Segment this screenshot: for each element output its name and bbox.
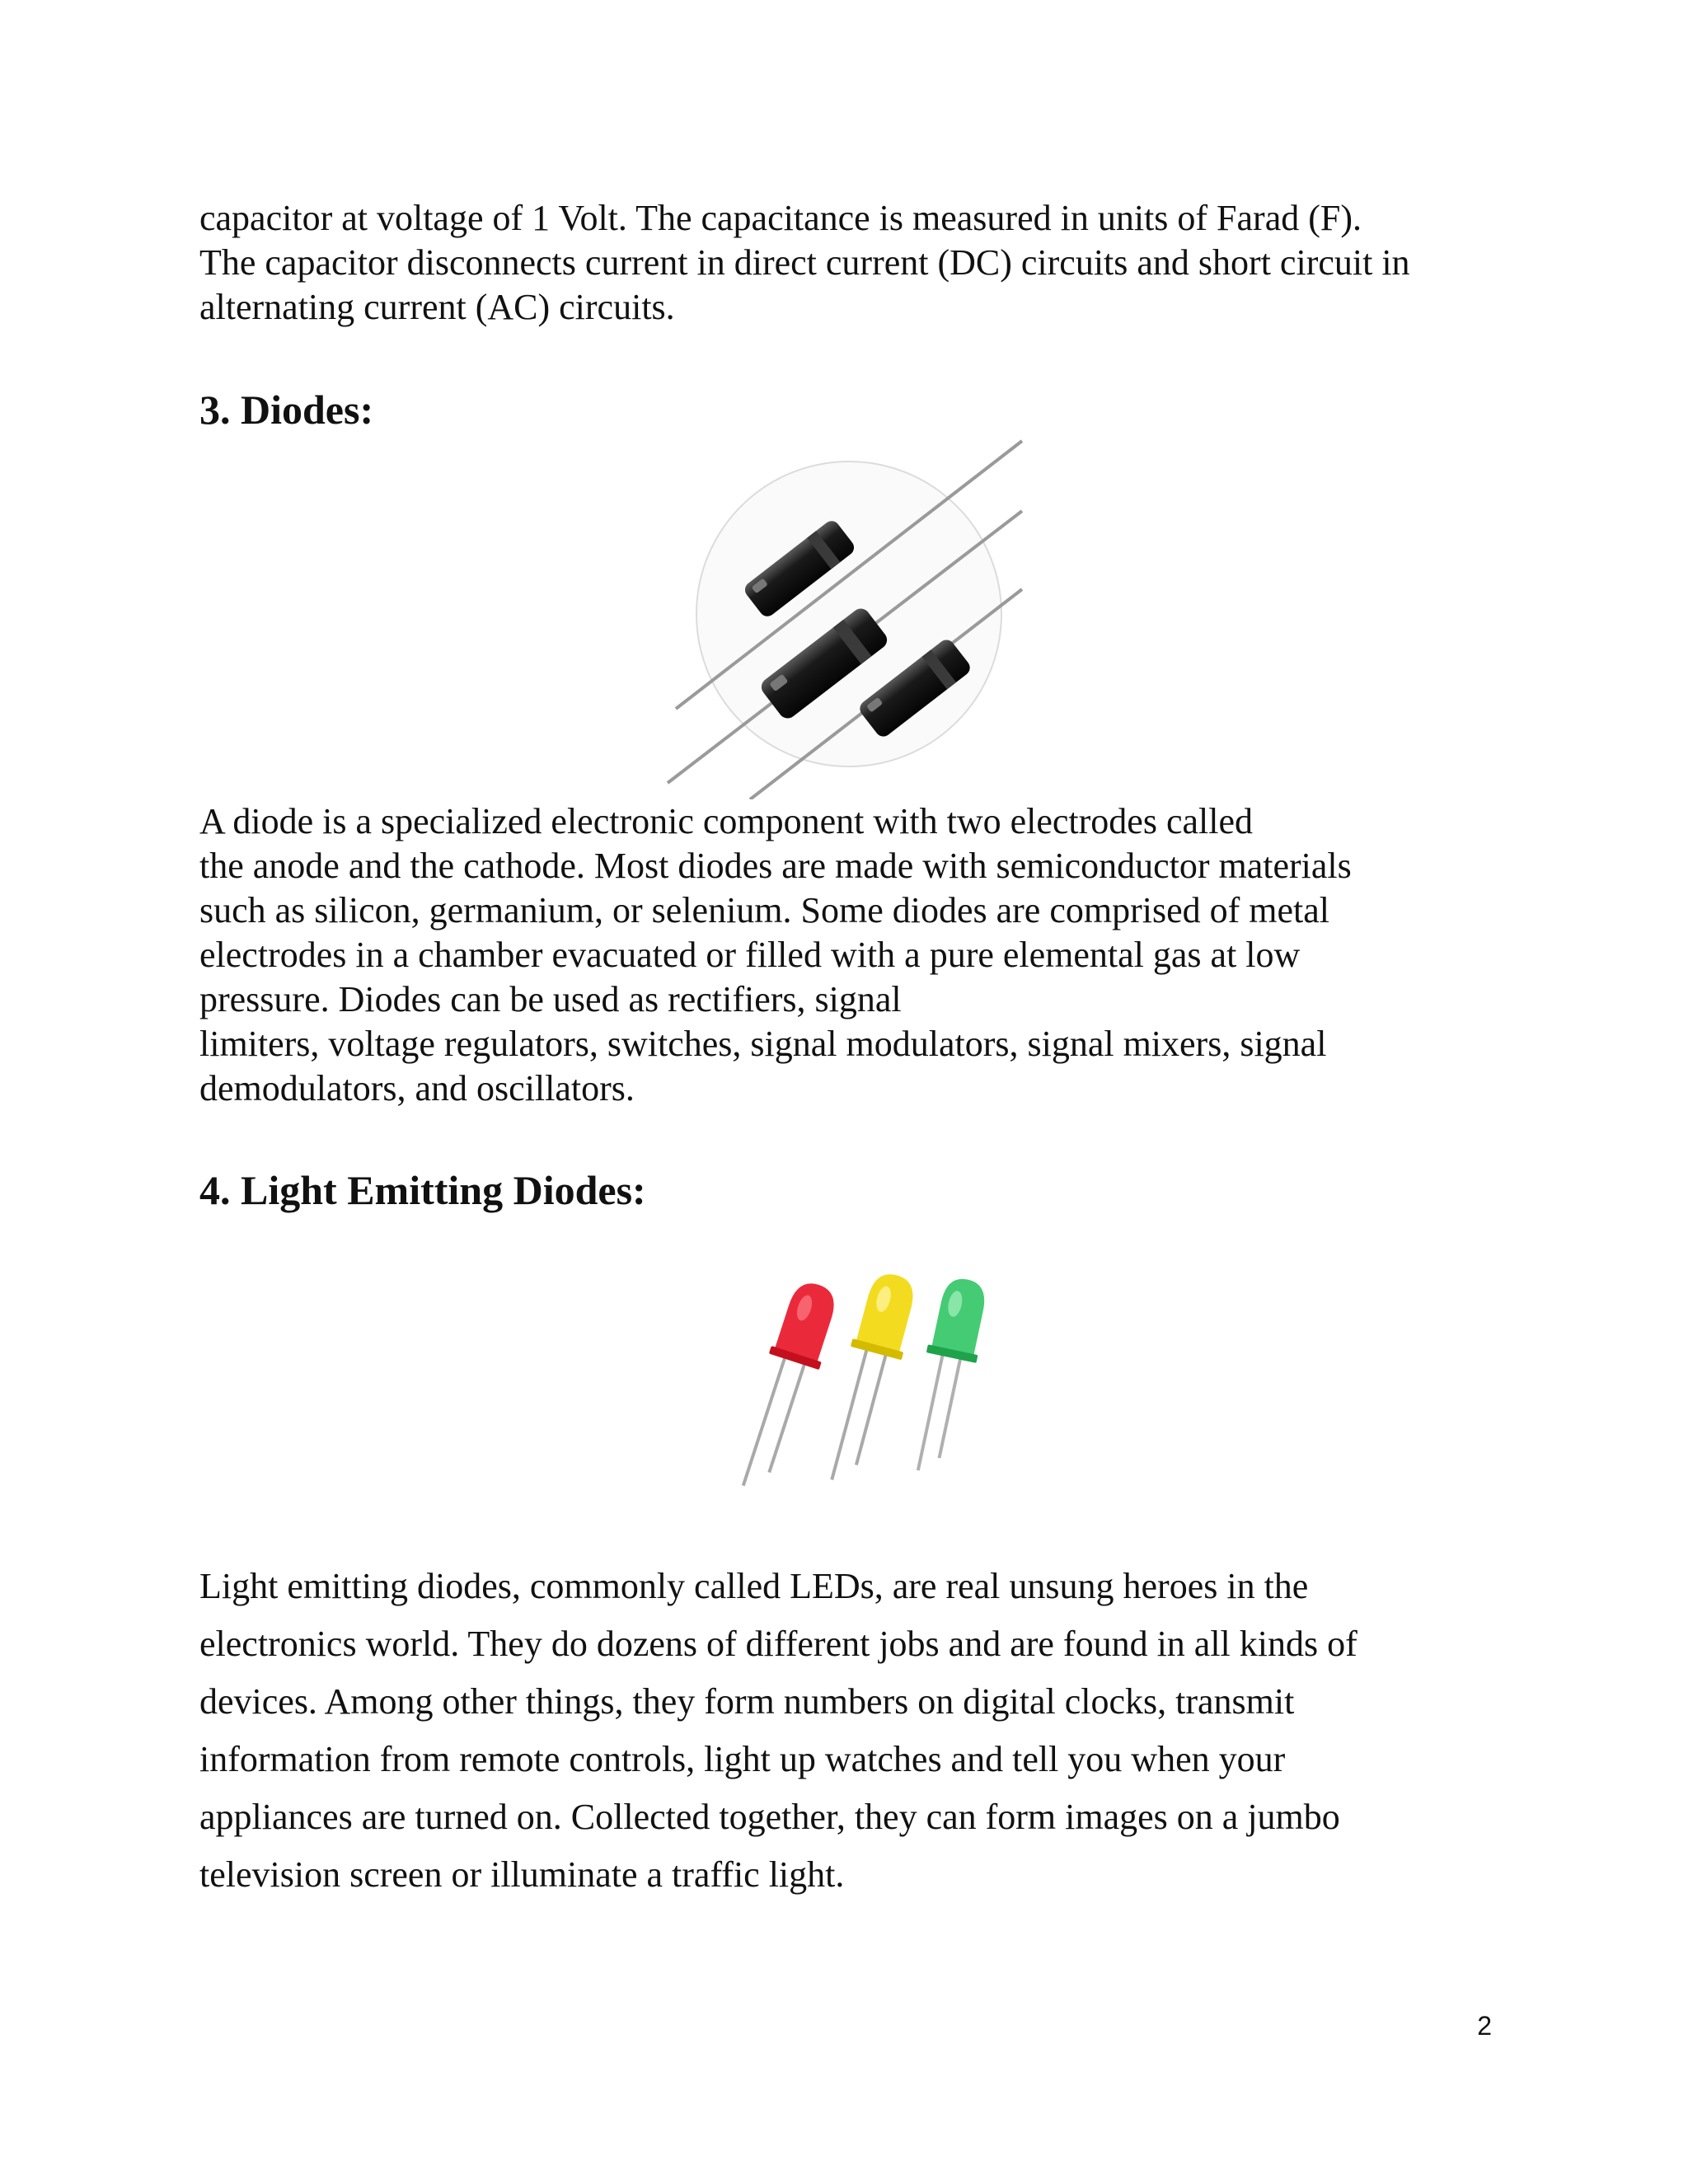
- green-led: [902, 1274, 992, 1478]
- intro-paragraph: [199, 196, 1502, 330]
- text-line: The capacitor disconnects current in direct current (DC) circuits and short circuit in: [199, 242, 1410, 283]
- text-line: Light emitting diodes, commonly called LEDs, are real unsung heroes in the: [199, 1566, 1309, 1606]
- led-heading: 4. Light Emitting Diodes:: [199, 1167, 646, 1213]
- page-number: 2: [1477, 2011, 1492, 2041]
- text-line: devices. Among other things, they form numbers on digital clocks, transmit: [199, 1681, 1295, 1722]
- text-line: information from remote controls, light up watches and tell you when your: [199, 1739, 1286, 1779]
- led-paragraph: [199, 1558, 1502, 1904]
- text-line: such as silicon, germanium, or selenium. Some diodes are comprised of metal: [199, 890, 1330, 930]
- text-line: pressure. Diodes can be used as rectifiers, signal: [199, 979, 902, 1019]
- text-line: capacitor at voltage of 1 Volt. The capacitance is measured in units of Farad (F).: [199, 198, 1362, 238]
- text-line: alternating current (AC) circuits.: [199, 287, 675, 327]
- led-photo-icon: [709, 1273, 1006, 1512]
- diodes-heading: 3. Diodes:: [199, 387, 374, 433]
- diode-photo-icon: [659, 437, 1030, 799]
- text-line: television screen or illuminate a traffic light.: [199, 1854, 845, 1895]
- diodes-paragraph: [199, 799, 1502, 1111]
- red-led: [728, 1277, 844, 1497]
- text-line: electronics world. They do dozens of different jobs and are found in all kinds of: [199, 1624, 1357, 1664]
- text-line: the anode and the cathode. Most diodes are made with semiconductor materials: [199, 846, 1352, 886]
- text-line: A diode is a specialized electronic component with two electrodes called: [199, 801, 1253, 841]
- magnifier-circle: [696, 462, 1001, 766]
- text-line: electrodes in a chamber evacuated or filled with a pure elemental gas at low: [199, 935, 1301, 975]
- text-line: limiters, voltage regulators, switches, signal modulators, signal mixers, signal: [199, 1024, 1327, 1064]
- text-line: demodulators, and oscillators.: [199, 1068, 635, 1108]
- text-line: appliances are turned on. Collected together, they can form images on a jumbo: [199, 1797, 1340, 1837]
